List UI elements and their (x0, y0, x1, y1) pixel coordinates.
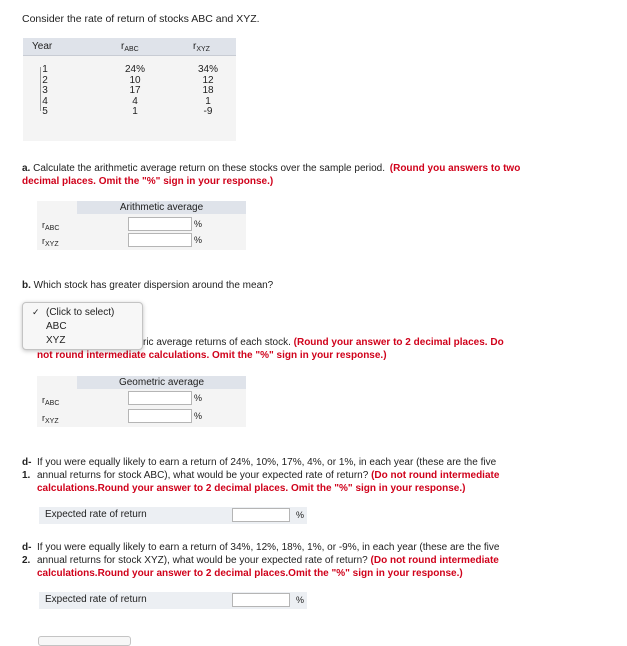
year-cell: 3 (42, 85, 48, 96)
abc-cell: 17 (129, 85, 141, 96)
expected-return-abc-input[interactable] (232, 508, 290, 522)
geometric-average-header: Geometric average (77, 376, 246, 389)
question-a: a. Calculate the arithmetic average return on these stocks over the sample period. (Round you answers to two decimal places. Omit the "%" sign in your response.) (22, 163, 521, 187)
year-cell: 2 (42, 74, 48, 86)
label-r-abc: $r_{ABC}$ (42, 395, 60, 407)
percent-sign: % (194, 393, 203, 403)
xyz-cell: 1 (205, 95, 211, 107)
question-d1: If you were equally likely to earn a return of 24%, 10%, 17%, 4%, or 1%, in each year (these are the five annual returns for stock ABC), what would be your expected rate of return? (Do not round intermediate calculations.Round your answer to 2 decimal places. Omit the "%" sign in your response.) (37, 457, 500, 494)
arith-abc-input[interactable] (128, 217, 192, 231)
year-cell: 5 (42, 106, 48, 117)
question-b: b. Which stock has greater dispersion around the mean? (22, 280, 274, 291)
percent-sign: % (296, 510, 305, 520)
xyz-cell: 18 (202, 85, 214, 96)
question-c-line1: ric average returns of each stock. (Round your answer to 2 decimal places. Do (143, 337, 504, 348)
check-icon: ✓ (32, 307, 40, 317)
returns-table (23, 38, 236, 141)
percent-sign: % (194, 411, 203, 421)
abc-cell: 4 (132, 95, 138, 107)
question-d2-prefix: d- 2. (22, 542, 32, 566)
arith-xyz-input[interactable] (128, 233, 192, 247)
question-d1-prefix: d- 1. (22, 457, 32, 481)
abc-cell: 1 (132, 106, 138, 117)
geometric-average-table (37, 376, 246, 427)
xyz-column (188, 65, 228, 118)
intro-text: Consider the rate of return of stocks ABC and XYZ. (22, 13, 260, 25)
dropdown-option-placeholder[interactable]: (Click to select) (46, 307, 115, 318)
label-r-abc: $r_{ABC}$ (42, 220, 60, 232)
xyz-cell: 34% (197, 64, 218, 75)
question-d2: If you were equally likely to earn a return of 34%, 12%, 18%, 1%, or -9%, in each year (these are the five annual returns for stock XYZ), what would be your expected rate of return? (Do not round intermediate calculations.Round your answer to 2 decimal places.Omit the "%" sign in your response.) (37, 542, 500, 579)
abc-column (115, 65, 155, 118)
percent-sign: % (194, 235, 203, 245)
xyz-cell: -9 (203, 106, 213, 117)
geo-abc-input[interactable] (128, 391, 192, 405)
dropdown-option-abc[interactable]: ABC (46, 321, 67, 332)
abc-cell: 24% (124, 64, 145, 75)
percent-sign: % (194, 219, 203, 229)
xyz-cell: 12 (202, 74, 214, 86)
arithmetic-average-header: Arithmetic average (77, 201, 246, 214)
year-cell: 4 (42, 95, 48, 107)
table-header (23, 38, 236, 56)
label-r-xyz: $r_{XYZ}$ (42, 236, 59, 248)
expected-return-xyz-row (39, 592, 307, 609)
percent-sign: % (296, 595, 305, 605)
expected-return-xyz-input[interactable] (232, 593, 290, 607)
expected-return-label: Expected rate of return (45, 594, 147, 605)
header-year: Year (32, 41, 53, 52)
arithmetic-average-table (37, 201, 246, 250)
label-r-xyz: $r_{XYZ}$ (42, 413, 59, 425)
year-column (40, 65, 50, 118)
question-c-line2: not round intermediate calculations. Omit the "%" sign in your response.) (37, 350, 387, 361)
header-r-abc: $r_{ABC}$ (121, 41, 139, 53)
abc-cell: 10 (129, 74, 141, 86)
expected-return-label: Expected rate of return (45, 509, 147, 520)
geo-xyz-input[interactable] (128, 409, 192, 423)
dropdown-option-xyz[interactable]: XYZ (46, 335, 66, 346)
expected-return-abc-row (39, 507, 307, 524)
year-cell: 1 (42, 64, 48, 75)
partial-button[interactable] (38, 636, 131, 646)
header-r-xyz: $r_{XYZ}$ (193, 41, 210, 53)
dispersion-select-dropdown[interactable] (22, 302, 143, 350)
